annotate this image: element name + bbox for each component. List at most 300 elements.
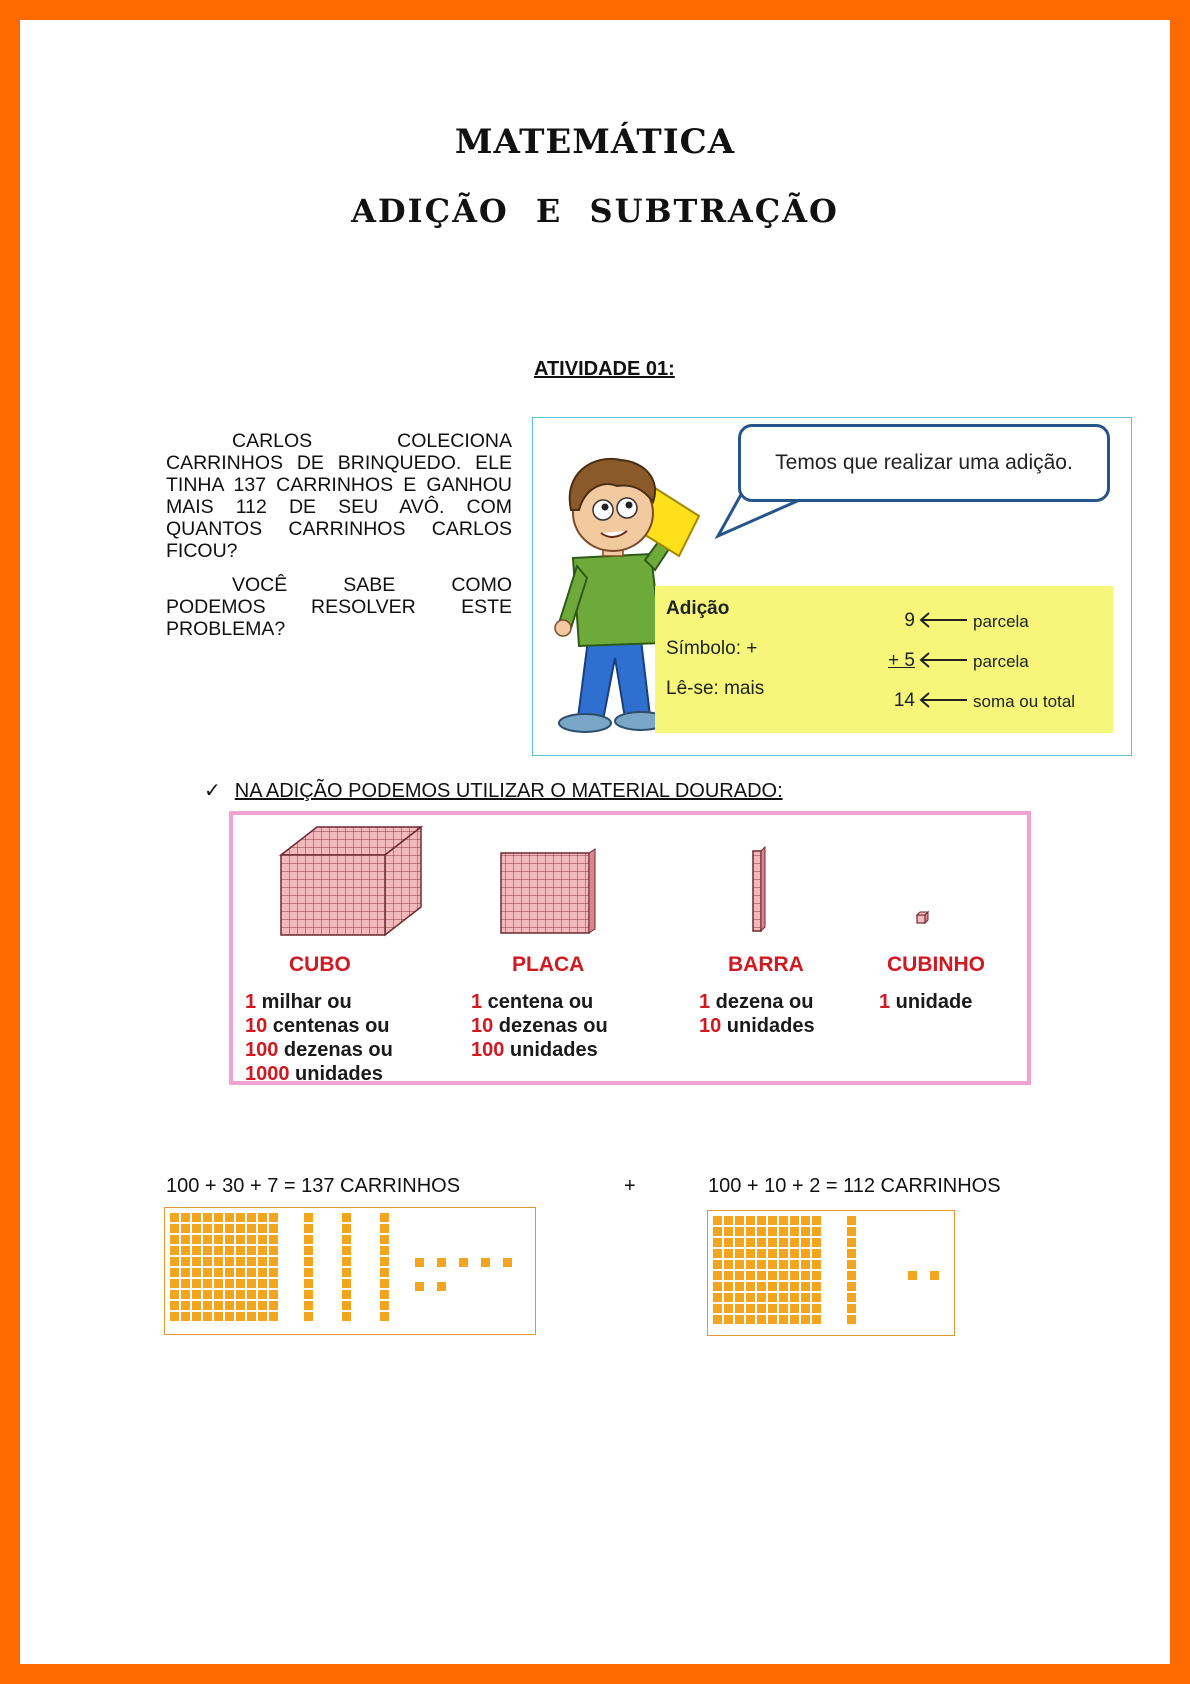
value-unit: unidades: [721, 1015, 815, 1037]
plate-cell: [203, 1268, 212, 1277]
speech-bubble: Temos que realizar uma adição.: [738, 424, 1110, 502]
plate-cell: [225, 1268, 234, 1277]
material-desc-cubinho: [879, 990, 972, 1014]
checklist-item: [204, 778, 783, 803]
plate-cell: [236, 1279, 245, 1288]
plate-cell: [236, 1301, 245, 1310]
plate-cell: [812, 1271, 821, 1280]
bar-cell: [380, 1290, 389, 1299]
plate-cell: [713, 1238, 722, 1247]
bar-cell: [304, 1301, 313, 1310]
plate-cell: [812, 1260, 821, 1269]
plate-cell: [768, 1282, 777, 1291]
bar-cell: [847, 1238, 856, 1247]
plate-cell: [724, 1260, 733, 1269]
plate-cell: [746, 1238, 755, 1247]
plate-cell: [170, 1301, 179, 1310]
bar-cell: [380, 1224, 389, 1233]
plate-cell: [779, 1238, 788, 1247]
plate-cell: [801, 1315, 810, 1324]
plate-cell: [247, 1224, 256, 1233]
plate-cell: [192, 1224, 201, 1233]
plate-cell: [203, 1312, 212, 1321]
plate-cell: [170, 1290, 179, 1299]
plate-cell: [713, 1271, 722, 1280]
equation-right: 100 + 10 + 2 = 112 CARRINHOS: [708, 1175, 1001, 1197]
value-number: 10: [699, 1015, 722, 1037]
unit-block: [415, 1282, 424, 1291]
plate-cell: [203, 1235, 212, 1244]
plate-cell: [170, 1279, 179, 1288]
plate-cell: [746, 1293, 755, 1302]
bar-cell: [380, 1257, 389, 1266]
value-unit: dezenas ou: [278, 1039, 393, 1061]
plate-cell: [801, 1238, 810, 1247]
plate-cell: [724, 1227, 733, 1236]
plate-cell: [790, 1282, 799, 1291]
plate-cell: [790, 1260, 799, 1269]
plate-cell: [768, 1216, 777, 1225]
plate-cell: [801, 1216, 810, 1225]
plate-cell: [790, 1227, 799, 1236]
plate-cell: [779, 1227, 788, 1236]
plate-cell: [724, 1293, 733, 1302]
plate-cell: [225, 1290, 234, 1299]
plate-cell: [170, 1246, 179, 1255]
plate-cell: [181, 1268, 190, 1277]
addition-summary-box: [655, 586, 1113, 733]
plate-cell: [181, 1279, 190, 1288]
plate-cell: [258, 1301, 267, 1310]
plate-cell: [724, 1271, 733, 1280]
value-unit: unidades: [289, 1063, 383, 1085]
addition-reading: Lê-se: mais: [666, 678, 765, 699]
plate-cell: [779, 1260, 788, 1269]
plate-cell: [746, 1227, 755, 1236]
plate-cell: [735, 1293, 744, 1302]
page-subtitle: ADIÇÃO E SUBTRAÇÃO: [351, 192, 839, 230]
value-number: 1: [471, 991, 483, 1013]
plate-cell: [812, 1238, 821, 1247]
problem-text: [166, 430, 512, 652]
plate-cell: [757, 1293, 766, 1302]
plate-cell: [192, 1257, 201, 1266]
bar-cell: [847, 1249, 856, 1258]
bar-block: [342, 1213, 351, 1321]
plate-cell: [247, 1268, 256, 1277]
plate-cell: [812, 1304, 821, 1313]
addend-2: + 5: [888, 650, 915, 671]
plate-cell: [236, 1268, 245, 1277]
plate-cell: [203, 1301, 212, 1310]
plate-cell: [713, 1227, 722, 1236]
plate-cell: [236, 1235, 245, 1244]
plate-cell: [801, 1304, 810, 1313]
plate-cell: [713, 1315, 722, 1324]
bar-cell: [847, 1293, 856, 1302]
plate-cell: [236, 1257, 245, 1266]
plate-cell: [801, 1282, 810, 1291]
plate-cell: [757, 1282, 766, 1291]
plate-cell: [779, 1304, 788, 1313]
bar-cell: [342, 1290, 351, 1299]
bar-cell: [847, 1304, 856, 1313]
bar-cell: [342, 1235, 351, 1244]
plate-cell: [746, 1271, 755, 1280]
checkmark-icon: ✓: [204, 780, 221, 802]
bar-cell: [342, 1246, 351, 1255]
plate-cell: [768, 1315, 777, 1324]
page-title: MATEMÁTICA: [454, 122, 736, 162]
plate-cell: [779, 1271, 788, 1280]
material-name-barra: BARRA: [728, 953, 804, 976]
plate-cell: [170, 1268, 179, 1277]
activity-label: ATIVIDADE 01:: [534, 358, 675, 380]
plate-cell: [181, 1246, 190, 1255]
plate-cell: [779, 1293, 788, 1302]
plate-cell: [181, 1213, 190, 1222]
plate-cell: [790, 1293, 799, 1302]
plate-cell: [790, 1271, 799, 1280]
plate-cell: [225, 1246, 234, 1255]
bar-cell: [342, 1268, 351, 1277]
plate-cell: [170, 1312, 179, 1321]
plate-cell: [269, 1290, 278, 1299]
plate-cell: [735, 1216, 744, 1225]
plate-cell: [170, 1257, 179, 1266]
plate-cell: [713, 1293, 722, 1302]
plate-cell: [258, 1279, 267, 1288]
bar-cell: [304, 1224, 313, 1233]
plate-cell: [269, 1312, 278, 1321]
checklist-text: NA ADIÇÃO PODEMOS UTILIZAR O MATERIAL DOURADO:: [234, 780, 783, 802]
plate-cell: [192, 1246, 201, 1255]
plate-cell: [214, 1268, 223, 1277]
unit-block: [503, 1258, 512, 1267]
plate-cell: [258, 1213, 267, 1222]
plate-cell: [214, 1213, 223, 1222]
value-unit: centena ou: [482, 991, 594, 1013]
plate-block: [170, 1213, 278, 1321]
plate-cell: [812, 1249, 821, 1258]
bar-cell: [847, 1227, 856, 1236]
plate-cell: [735, 1260, 744, 1269]
material-dourado-panel: [229, 811, 1031, 1085]
bar-cell: [342, 1213, 351, 1222]
plate-cell: [790, 1216, 799, 1225]
plate-cell: [225, 1235, 234, 1244]
plate-cell: [801, 1260, 810, 1269]
plate-cell: [746, 1260, 755, 1269]
plate-cell: [768, 1227, 777, 1236]
plate-cell: [258, 1290, 267, 1299]
plate-cell: [170, 1224, 179, 1233]
plate-cell: [203, 1246, 212, 1255]
plate-cell: [258, 1235, 267, 1244]
bar-cell: [847, 1271, 856, 1280]
value-number: 1: [699, 991, 711, 1013]
bar-cell: [304, 1290, 313, 1299]
plate-cell: [214, 1312, 223, 1321]
material-name-cubo: CUBO: [289, 953, 351, 976]
plate-cell: [269, 1246, 278, 1255]
plate-cell: [203, 1224, 212, 1233]
plate-block: [713, 1216, 821, 1324]
plate-cell: [757, 1238, 766, 1247]
plate-cell: [724, 1282, 733, 1291]
plate-cell: [214, 1301, 223, 1310]
plate-cell: [247, 1290, 256, 1299]
value-number: 1: [245, 991, 257, 1013]
plate-cell: [192, 1279, 201, 1288]
bar-cell: [304, 1213, 313, 1222]
plate-cell: [247, 1213, 256, 1222]
plate-cell: [801, 1227, 810, 1236]
plate-cell: [724, 1315, 733, 1324]
bar-cell: [304, 1268, 313, 1277]
material-drawings: [233, 815, 1027, 945]
problem-paragraph-1: CARLOS COLECIONA CARRINHOS DE BRINQUEDO. ELE TINHA 137 CARRINHOS E GANHOU MAIS 112 DE SEU AVÔ. COM QUANTOS CARRINHOS CARLOS FICOU?: [166, 430, 512, 562]
bar-cell: [380, 1246, 389, 1255]
plate-cell: [192, 1268, 201, 1277]
plate-cell: [713, 1282, 722, 1291]
material-desc-cubo: [245, 990, 393, 1086]
addend-1-label: parcela: [973, 612, 1029, 631]
unit-block: [415, 1258, 424, 1267]
plate-cell: [236, 1312, 245, 1321]
plate-cell: [203, 1257, 212, 1266]
plate-cell: [247, 1257, 256, 1266]
bar-cell: [342, 1312, 351, 1321]
plate-cell: [192, 1301, 201, 1310]
plate-cell: [735, 1238, 744, 1247]
plate-cell: [757, 1260, 766, 1269]
plate-cell: [768, 1304, 777, 1313]
plate-cell: [812, 1282, 821, 1291]
bar-cell: [304, 1246, 313, 1255]
plate-cell: [258, 1268, 267, 1277]
material-name-cubinho: CUBINHO: [887, 953, 985, 976]
plate-cell: [757, 1304, 766, 1313]
plate-cell: [170, 1213, 179, 1222]
bar-cell: [380, 1312, 389, 1321]
plate-cell: [203, 1290, 212, 1299]
plate-cell: [757, 1227, 766, 1236]
value-unit: centenas ou: [267, 1015, 390, 1037]
plate-cell: [768, 1271, 777, 1280]
plate-cell: [812, 1227, 821, 1236]
plate-cell: [724, 1304, 733, 1313]
plate-cell: [247, 1246, 256, 1255]
addend-2-label: parcela: [973, 652, 1029, 671]
plate-cell: [225, 1312, 234, 1321]
value-number: 100: [471, 1039, 505, 1061]
plate-cell: [269, 1268, 278, 1277]
plate-cell: [192, 1213, 201, 1222]
blocks-137-drawing: [165, 1208, 535, 1334]
plate-cell: [214, 1257, 223, 1266]
plate-cell: [192, 1235, 201, 1244]
plate-cell: [746, 1249, 755, 1258]
plate-cell: [790, 1304, 799, 1313]
bar-block: [847, 1216, 856, 1324]
plate-cell: [236, 1290, 245, 1299]
plate-cell: [779, 1282, 788, 1291]
plate-cell: [258, 1312, 267, 1321]
bar-cell: [342, 1257, 351, 1266]
bar-cell: [304, 1235, 313, 1244]
plate-cell: [713, 1249, 722, 1258]
bar-cell: [380, 1268, 389, 1277]
plate-cell: [258, 1257, 267, 1266]
value-number: 10: [245, 1015, 268, 1037]
bar-cell: [342, 1224, 351, 1233]
plate-cell: [768, 1238, 777, 1247]
plate-cell: [181, 1224, 190, 1233]
plate-cell: [214, 1290, 223, 1299]
unit-block: [437, 1282, 446, 1291]
plate-cell: [214, 1279, 223, 1288]
bar-cell: [847, 1260, 856, 1269]
plate-cell: [258, 1246, 267, 1255]
plate-cell: [269, 1279, 278, 1288]
value-number: 10: [471, 1015, 494, 1037]
unit-cube-icon: [917, 912, 928, 923]
plate-cell: [735, 1271, 744, 1280]
plate-cell: [746, 1304, 755, 1313]
plate-cell: [735, 1227, 744, 1236]
plate-cell: [790, 1249, 799, 1258]
plate-cell: [790, 1238, 799, 1247]
plate-cell: [757, 1271, 766, 1280]
cube-icon: [281, 827, 421, 935]
unit-block: [437, 1258, 446, 1267]
plate-cell: [225, 1301, 234, 1310]
addition-illustration: [532, 417, 1132, 756]
plate-cell: [713, 1260, 722, 1269]
plate-cell: [269, 1213, 278, 1222]
unit-block: [930, 1271, 939, 1280]
plate-cell: [735, 1282, 744, 1291]
plate-cell: [269, 1301, 278, 1310]
plate-cell: [181, 1312, 190, 1321]
plate-cell: [779, 1249, 788, 1258]
worksheet-page: [20, 20, 1170, 1664]
value-number: 1: [879, 991, 891, 1013]
plate-cell: [812, 1315, 821, 1324]
plate-cell: [779, 1315, 788, 1324]
bar-cell: [380, 1301, 389, 1310]
plate-cell: [225, 1257, 234, 1266]
bar-cell: [380, 1235, 389, 1244]
plate-cell: [247, 1235, 256, 1244]
problem-paragraph-2: VOCÊ SABE COMO PODEMOS RESOLVER ESTE PROBLEMA?: [166, 574, 512, 640]
bar-cell: [304, 1257, 313, 1266]
plate-cell: [214, 1246, 223, 1255]
plate-cell: [812, 1293, 821, 1302]
plate-cell: [214, 1235, 223, 1244]
plate-cell: [192, 1290, 201, 1299]
plate-cell: [181, 1235, 190, 1244]
material-desc-barra: [699, 990, 815, 1038]
bar-block: [380, 1213, 389, 1321]
bar-cell: [847, 1315, 856, 1324]
blocks-137: [164, 1207, 536, 1335]
bar-cell: [847, 1216, 856, 1225]
plate-cell: [269, 1235, 278, 1244]
plate-cell: [225, 1213, 234, 1222]
plate-cell: [724, 1249, 733, 1258]
addition-symbol: Símbolo: +: [666, 638, 758, 659]
bar-cell: [304, 1312, 313, 1321]
blocks-112-drawing: [708, 1211, 954, 1335]
plate-cell: [768, 1293, 777, 1302]
blocks-112: [707, 1210, 955, 1336]
plate-cell: [247, 1301, 256, 1310]
plate-cell: [236, 1246, 245, 1255]
plate-cell: [269, 1257, 278, 1266]
material-name-placa: PLACA: [512, 953, 585, 976]
value-unit: unidade: [890, 991, 973, 1013]
bar-block: [304, 1213, 313, 1321]
plate-cell: [225, 1224, 234, 1233]
plate-cell: [724, 1238, 733, 1247]
plate-cell: [214, 1224, 223, 1233]
arrow-left-icon: [917, 608, 975, 728]
plate-cell: [724, 1216, 733, 1225]
material-desc-placa: [471, 990, 608, 1062]
value-number: 1000: [245, 1063, 290, 1085]
addend-1: 9: [904, 610, 915, 631]
plate-cell: [757, 1249, 766, 1258]
plate-cell: [181, 1301, 190, 1310]
sum-total: 14: [893, 690, 915, 711]
plate-cell: [203, 1279, 212, 1288]
equation-left: 100 + 30 + 7 = 137 CARRINHOS: [166, 1175, 461, 1197]
plate-cell: [801, 1271, 810, 1280]
plate-cell: [713, 1216, 722, 1225]
plate-cell: [812, 1216, 821, 1225]
bar-cell: [342, 1279, 351, 1288]
plate-cell: [768, 1260, 777, 1269]
value-unit: milhar ou: [256, 991, 352, 1013]
plate-cell: [790, 1315, 799, 1324]
plate-cell: [247, 1312, 256, 1321]
plate-cell: [735, 1249, 744, 1258]
unit-block: [481, 1258, 490, 1267]
plate-cell: [269, 1224, 278, 1233]
plate-cell: [181, 1290, 190, 1299]
plate-cell: [757, 1216, 766, 1225]
bar-cell: [847, 1282, 856, 1291]
plate-cell: [236, 1224, 245, 1233]
addition-heading: Adição: [666, 598, 730, 619]
value-unit: dezena ou: [710, 991, 814, 1013]
plate-cell: [247, 1279, 256, 1288]
plate-cell: [203, 1213, 212, 1222]
bar-icon: [753, 847, 765, 931]
plate-cell: [757, 1315, 766, 1324]
plate-cell: [225, 1279, 234, 1288]
plate-cell: [746, 1282, 755, 1291]
plate-cell: [181, 1257, 190, 1266]
plate-cell: [258, 1224, 267, 1233]
value-unit: unidades: [504, 1039, 598, 1061]
value-unit: dezenas ou: [493, 1015, 608, 1037]
plate-cell: [735, 1304, 744, 1313]
plate-cell: [170, 1235, 179, 1244]
plate-cell: [713, 1304, 722, 1313]
